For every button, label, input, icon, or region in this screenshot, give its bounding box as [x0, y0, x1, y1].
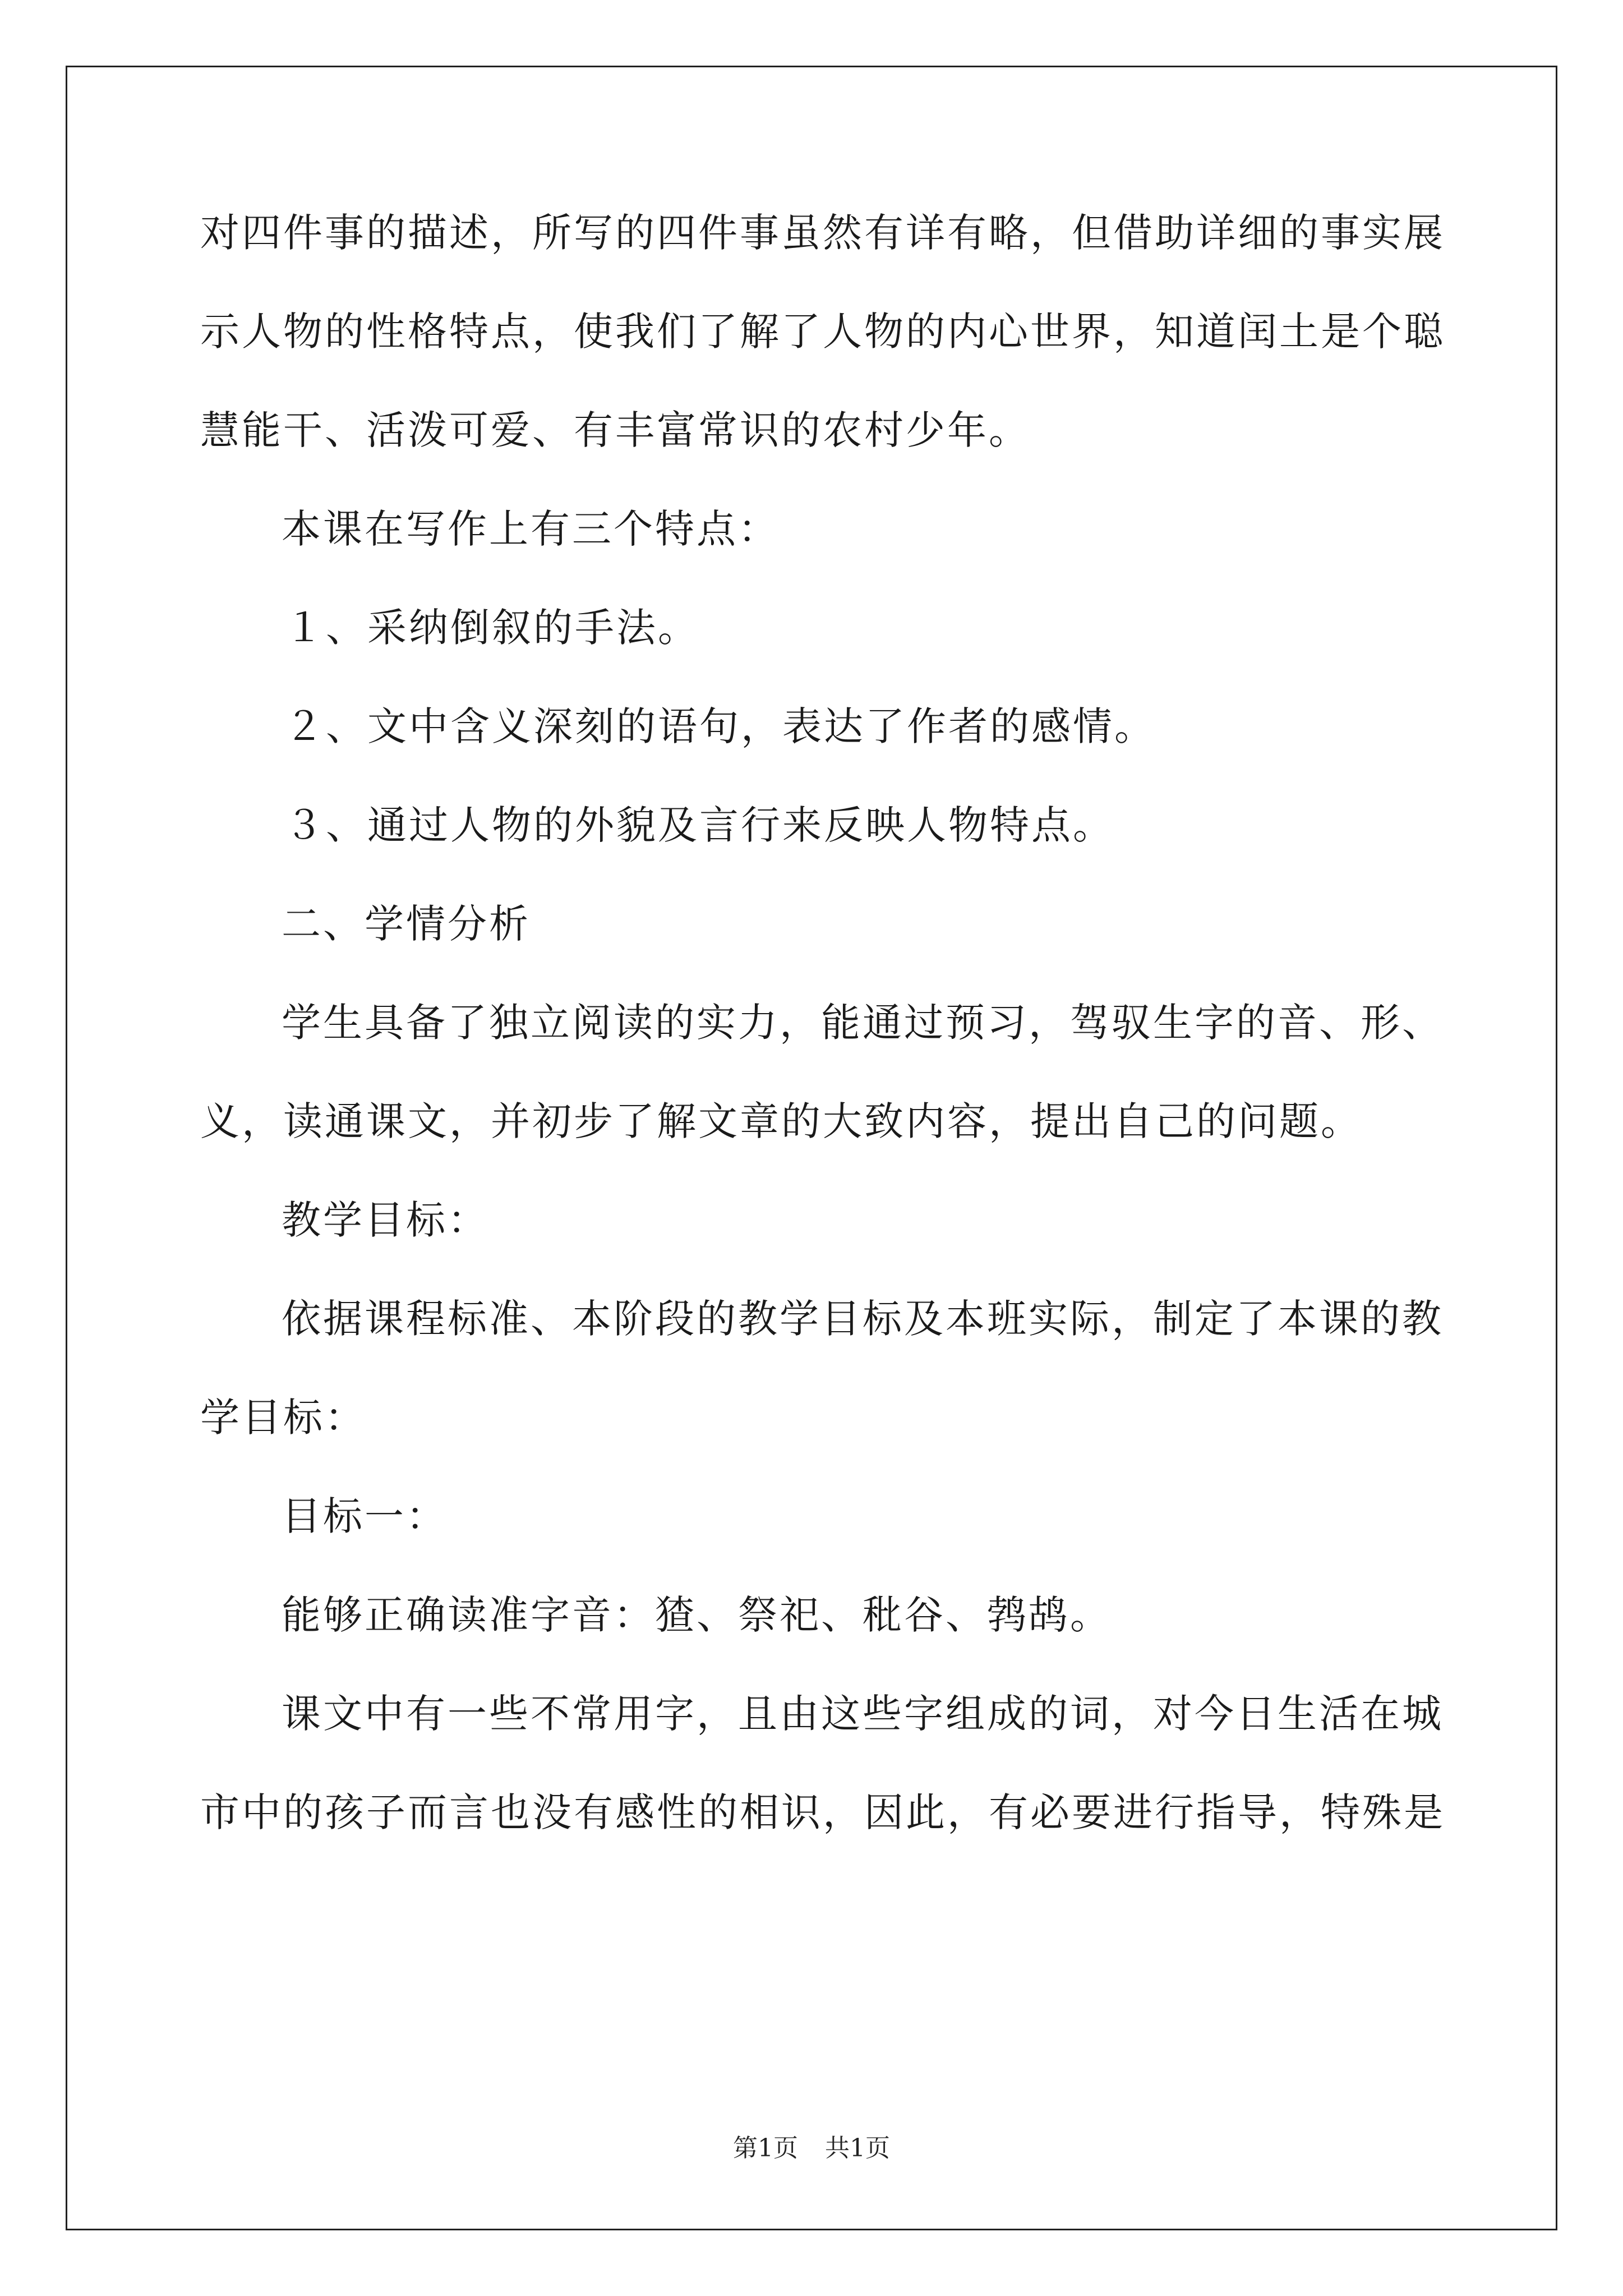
section-heading: 教学目标： [282, 1197, 489, 1243]
section-heading: 二、学情分析 [282, 901, 531, 947]
paragraph-line: 慧能干、活泼可爱、有丰富常识的农村少年。 [200, 407, 1030, 453]
paragraph-line: 本课在写作上有三个特点： [282, 506, 780, 552]
paragraph-line: 义，读通课文，并初步了解文章的大致内容，提出自己的问题。 [200, 1098, 1362, 1144]
list-item: ２、文中含义深刻的语句，表达了作者的感情。 [284, 703, 1156, 749]
list-item: １、采纳倒叙的手法。 [284, 605, 699, 651]
page-border [66, 66, 1557, 2230]
section-heading: 目标一： [282, 1493, 448, 1539]
paragraph-line: 市中的孩子而言也没有感性的相识，因此，有必要进行指导，特殊是 [200, 1789, 1445, 1835]
paragraph-line: 对四件事的描述，所写的四件事虽然有详有略，但借助详细的事实展 [200, 210, 1445, 256]
paragraph-line: 依据课程标准、本阶段的教学目标及本班实际，制定了本课的教 [282, 1296, 1444, 1342]
list-item: ３、通过人物的外貌及言行来反映人物特点。 [284, 802, 1114, 848]
paragraph-line: 课文中有一些不常用字，且由这些字组成的词，对今日生活在城 [282, 1691, 1444, 1737]
page-number: 第1页 [733, 2134, 798, 2162]
page-total: 共1页 [825, 2134, 890, 2162]
paragraph-line: 学生具备了独立阅读的实力，能通过预习，驾驭生字的音、形、 [282, 1000, 1444, 1046]
paragraph-line: 能够正确读准字音：猹、祭祀、秕谷、鹁鸪。 [282, 1592, 1112, 1638]
paragraph-line: 示人物的性格特点，使我们了解了人物的内心世界，知道闰土是个聪 [200, 309, 1445, 355]
paragraph-line: 学目标： [200, 1395, 366, 1441]
page-footer [0, 2133, 1623, 2164]
